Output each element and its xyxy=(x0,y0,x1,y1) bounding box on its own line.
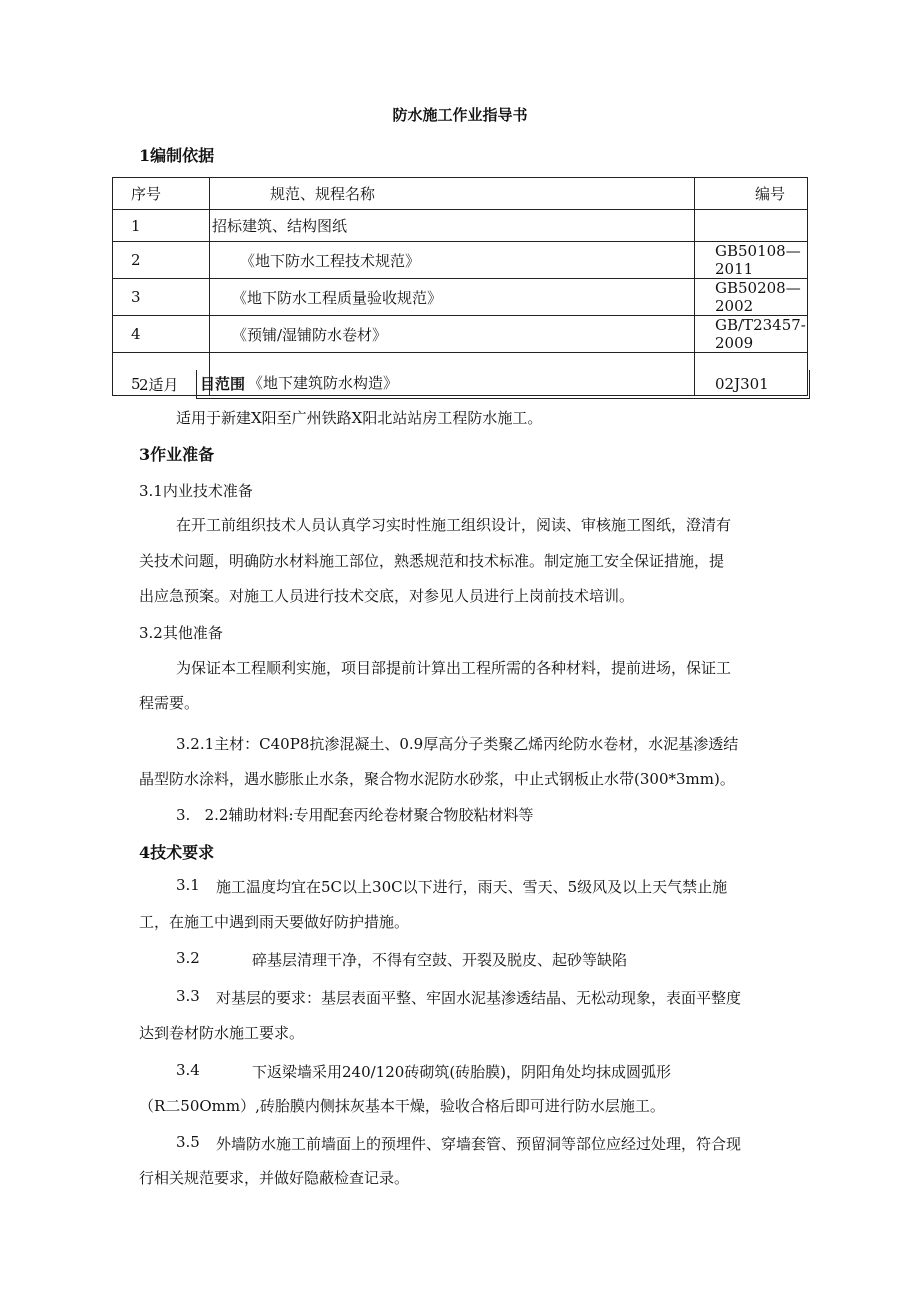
paragraph-line: 程需要。 xyxy=(139,694,200,712)
item-number: 3.2 xyxy=(176,949,200,967)
table-row xyxy=(113,316,808,353)
paragraph-line: 碎基层清理干净，不得有空鼓、开裂及脱皮、起砂等缺陷 xyxy=(252,951,628,969)
scope-heading-box xyxy=(196,370,810,399)
row-index: 1 xyxy=(113,210,210,242)
section-1-heading: 1编制依据 xyxy=(139,146,215,165)
paragraph-line: 施工温度均宜在5C以上30C以下进行，雨天、雪天、5级风及以上天气禁止施 xyxy=(216,878,728,896)
paragraph-line: 对基层的要求：基层表面平整、牢固水泥基渗透结晶、无松动现象，表面平整度 xyxy=(216,989,742,1007)
section-2-heading-prefix: 2适月 xyxy=(139,376,179,394)
row-index: 4 xyxy=(113,316,210,353)
section-3-heading: 3作业准备 xyxy=(139,445,215,464)
subsection-3-1-heading: 3.1内业技术准备 xyxy=(139,482,253,500)
paragraph-line: 关技术问题，明确防水材料施工部位，熟悉规范和技术标准。制定施工安全保证措施，提 xyxy=(139,552,725,570)
table-row xyxy=(113,210,808,242)
row-name: 招标建筑、结构图纸 xyxy=(210,210,695,242)
scope-text: 适用于新建X阳至广州铁路X阳北站站房工程防水施工。 xyxy=(176,409,543,427)
paragraph-line: 行相关规范要求，并做好隐蔽检查记录。 xyxy=(139,1169,410,1187)
row-index: 5 xyxy=(113,353,210,396)
header-name: 规范、规程名称 xyxy=(210,178,695,210)
item-number: 3.4 xyxy=(176,1061,200,1079)
paragraph-line: 3. 2.2辅助材料:专用配套丙纶卷材聚合物胶粘材料等 xyxy=(176,806,534,824)
paragraph-line: 外墙防水施工前墙面上的预埋件、穿墙套管、预留洞等部位应经过处理，符合现 xyxy=(216,1135,742,1153)
row-code: GB/T23457-2009 xyxy=(695,316,808,353)
row-code xyxy=(695,210,808,242)
row-name: 《预铺/湿铺防水卷材》 xyxy=(210,316,695,353)
paragraph-line: 出应急预案。对施工人员进行技术交底，对参见人员进行上岗前技术培训。 xyxy=(139,587,635,605)
paragraph-line: 下返梁墙采用240/120砖砌筑(砖胎膜)，阴阳角处均抹成圆弧形 xyxy=(252,1063,672,1081)
row-code: GB50208—2002 xyxy=(695,279,808,316)
row-name: 《地下防水工程技术规范》 xyxy=(210,242,695,279)
standards-table xyxy=(112,177,808,396)
table-row xyxy=(113,279,808,316)
item-number: 3.1 xyxy=(176,876,200,894)
section-2-heading-suffix: 目范围 xyxy=(200,375,246,393)
item-number: 3.5 xyxy=(176,1133,200,1151)
row-code: GB50108—2011 xyxy=(695,242,808,279)
row-index: 3 xyxy=(113,279,210,316)
subsection-3-2-heading: 3.2其他准备 xyxy=(139,624,223,642)
paragraph-line: 工，在施工中遇到雨天要做好防护措施。 xyxy=(139,913,410,931)
paragraph-line: 达到卷材防水施工要求。 xyxy=(139,1024,305,1042)
paragraph-line: 为保证本工程顺利实施，项目部提前计算出工程所需的各种材料，提前进场，保证工 xyxy=(176,659,732,677)
paragraph-line: 3.2.1主材：C40P8抗渗混凝土、0.9厚高分子类聚乙烯丙纶防水卷材，水泥基渗透结 xyxy=(176,735,739,753)
paragraph-line: （R二50Omm）,砖胎膜内侧抹灰基本干燥，验收合格后即可进行防水层施工。 xyxy=(139,1097,665,1115)
item-number: 3.3 xyxy=(176,987,200,1005)
row-name: 《地下建筑防水构造》 xyxy=(210,353,695,396)
row-name: 《地下防水工程质量验收规范》 xyxy=(210,279,695,316)
row-code: 02J301 xyxy=(695,353,808,396)
header-index: 序号 xyxy=(113,178,210,210)
table-row xyxy=(113,242,808,279)
document-title: 防水施工作业指导书 xyxy=(392,106,528,124)
section-4-heading: 4技术要求 xyxy=(139,843,215,862)
table-header-row xyxy=(113,178,808,210)
paragraph-line: 晶型防水涂料，遇水膨胀止水条，聚合物水泥防水砂浆，中止式钢板止水带(300*3mm)。 xyxy=(139,770,735,788)
paragraph-line: 在开工前组织技术人员认真学习实时性施工组织设计，阅读、审核施工图纸，澄清有 xyxy=(176,516,732,534)
row-index: 2 xyxy=(113,242,210,279)
header-code: 编号 xyxy=(695,178,808,210)
